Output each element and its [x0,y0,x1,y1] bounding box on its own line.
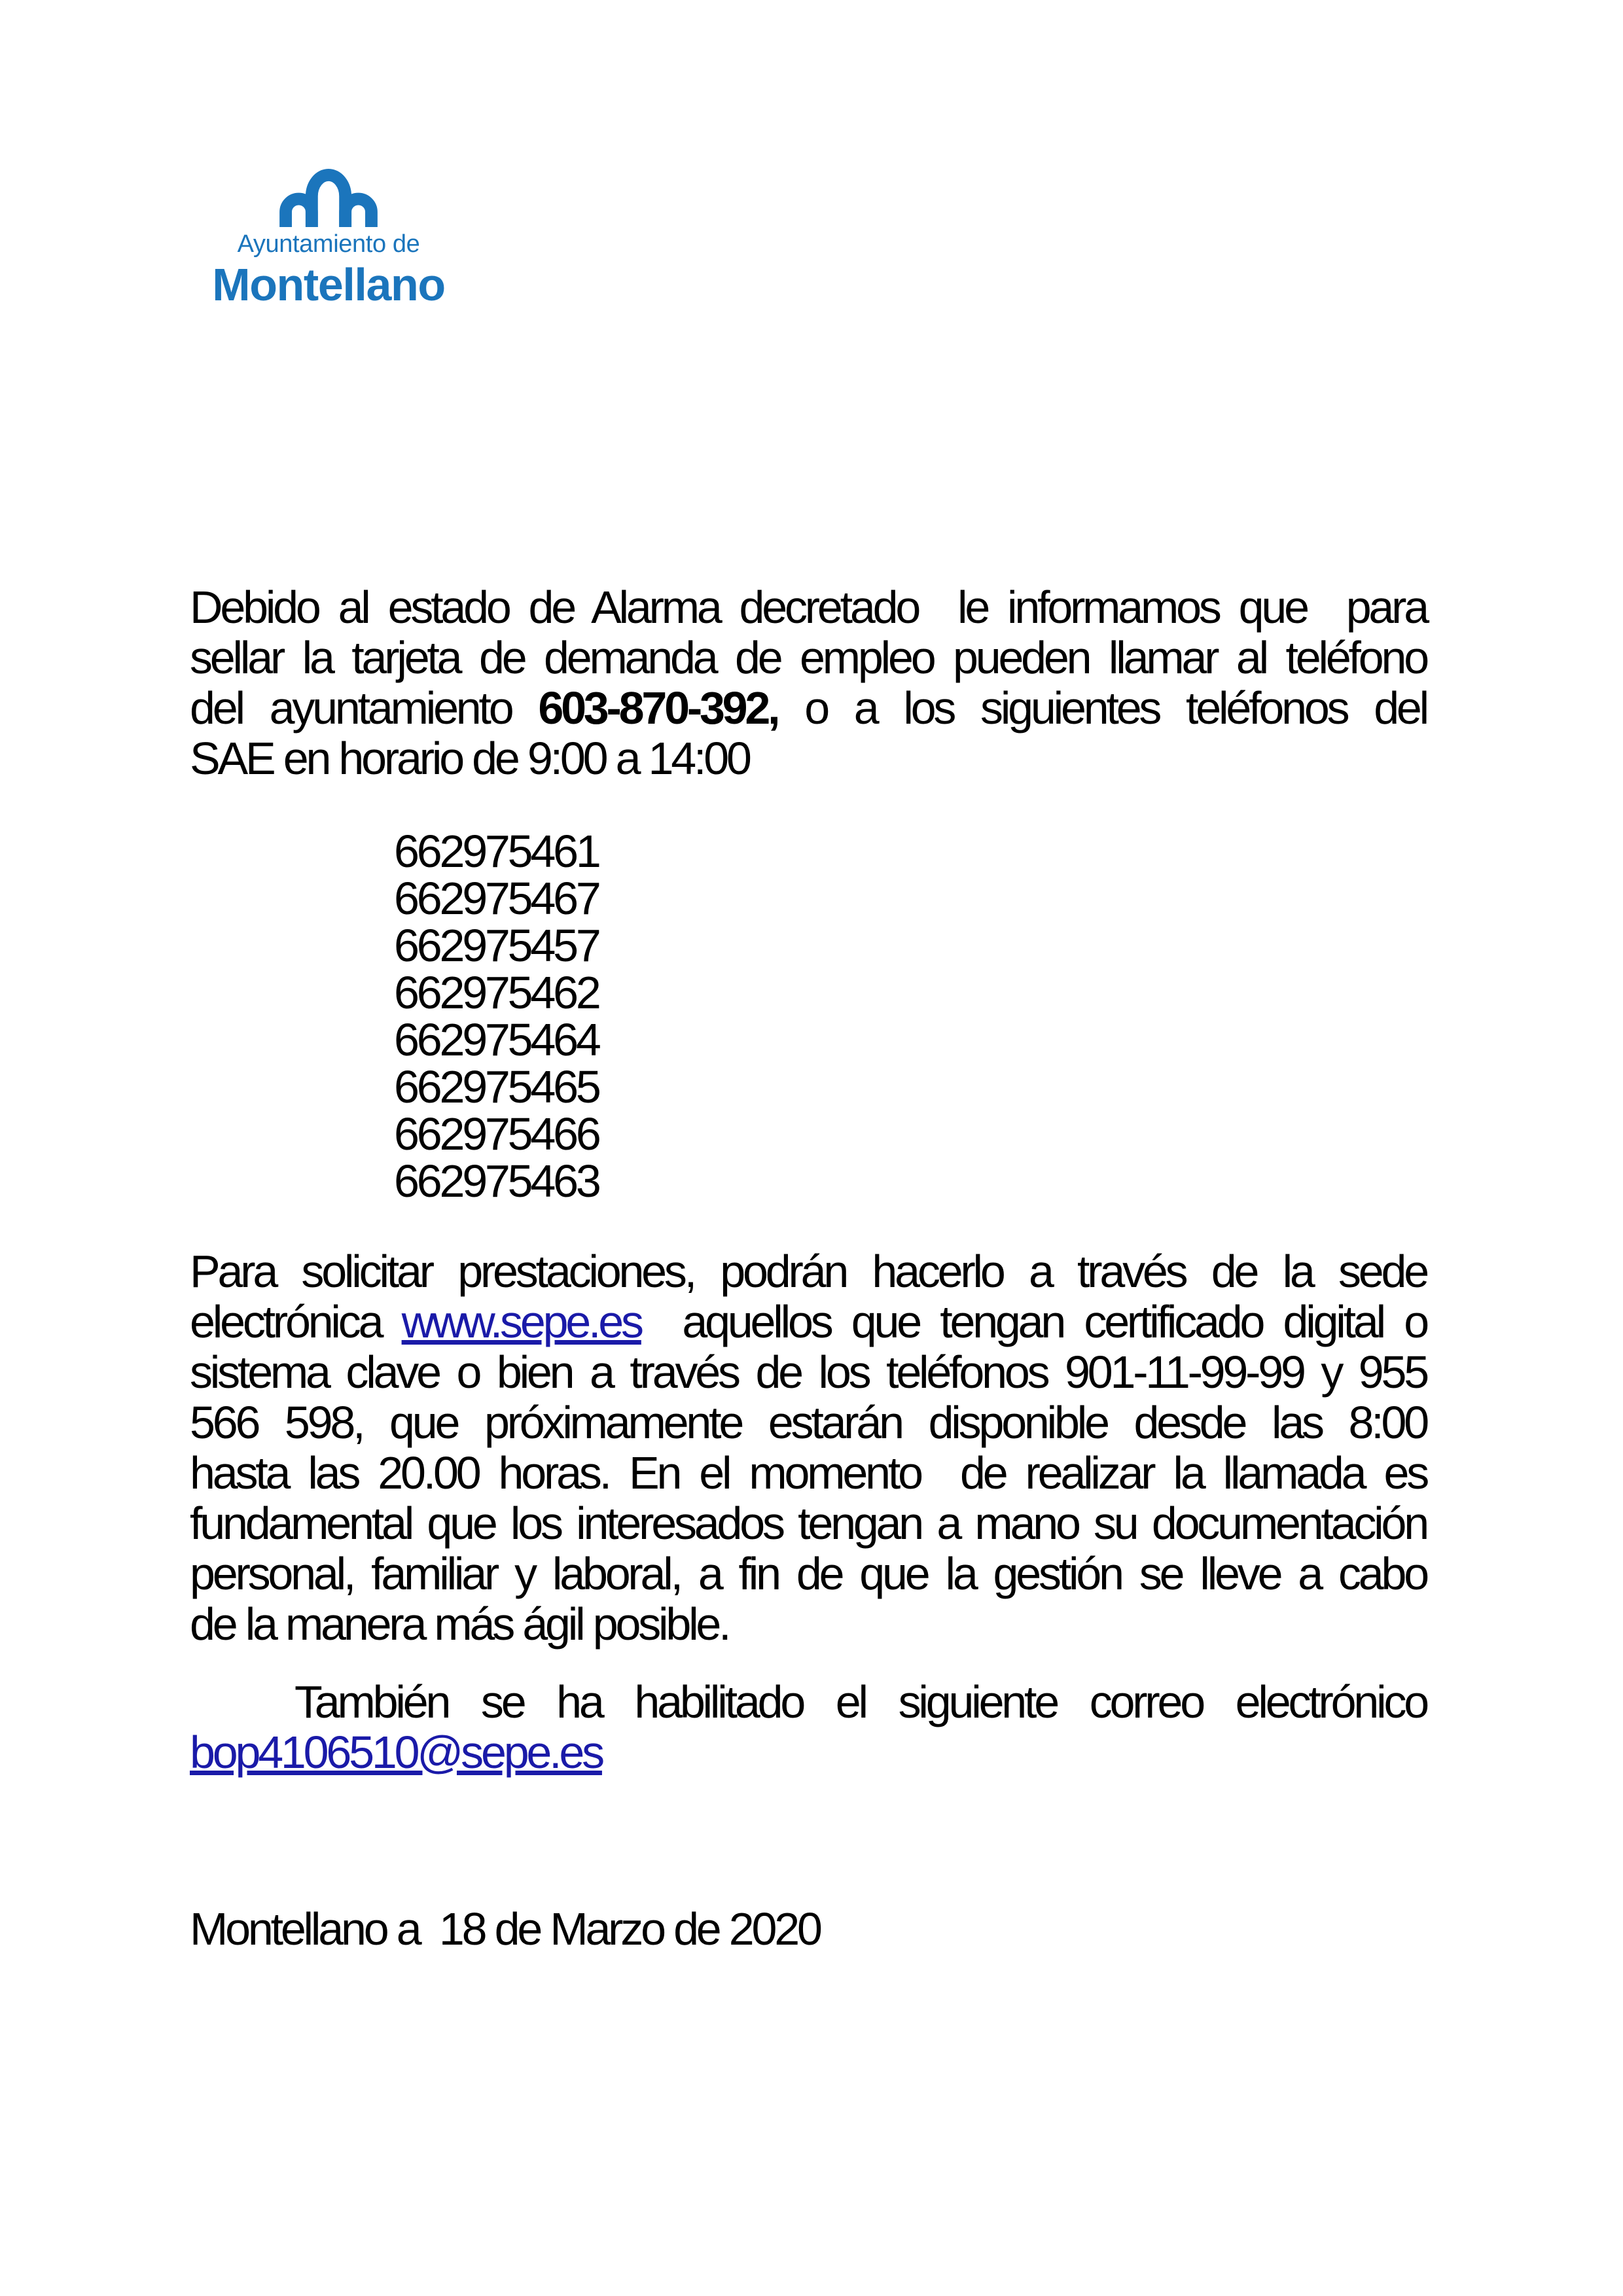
text-segment: fundamental que los interesados tengan a mano su documentación [190,1498,1427,1549]
text-line [190,733,1427,784]
phone-number: 662975457 [394,920,599,971]
email-link[interactable]: bop4106510@sepe.es [190,1727,602,1778]
paragraph-email-info [190,1677,1427,1778]
phone-number: 662975461 [394,826,599,877]
logo-org-name: Montellano [212,259,445,310]
phone-number: 662975465 [394,1061,599,1112]
document-content [0,169,1623,1954]
text-segment: o a los siguientes teléfonos del [777,682,1427,733]
text-line [190,1347,1427,1398]
sepe-website-link[interactable]: www.sepe.es [401,1296,641,1347]
arches-icon [279,169,378,227]
text-segment: hasta las 20.00 horas. En el momento de realizar la llamada es [190,1447,1427,1498]
dateline: Montellano a 18 de Marzo de 2020 [190,1903,820,1954]
text-line [190,582,1427,633]
text-line [190,1677,1427,1727]
text-segment: SAE en horario de 9:00 a 14:00 [190,733,749,784]
text-segment: personal, familiar y laboral, a fin de que la gestión se lleve a cabo [190,1548,1427,1599]
text-segment: sistema clave o bien a través de los teléfonos 901-11-99-99 y 955 [190,1347,1427,1398]
phone-number: 662975463 [394,1156,599,1207]
text-segment: del ayuntamiento [190,682,539,733]
text-segment: Debido al estado de Alarma decretado le informamos que para [190,582,1427,633]
text-line [190,1448,1427,1498]
text-line [190,1599,1427,1650]
phone-number-list [190,828,1427,1205]
text-line [190,1727,1427,1778]
text-line [190,1549,1427,1599]
paragraph-alarm-notice [190,582,1427,784]
phone-number: 662975464 [394,1014,599,1065]
text-segment: Para solicitar prestaciones, podrán hacerlo a través de la sede [190,1246,1427,1297]
town-hall-phone: 603-870-392, [538,682,778,733]
logo-org-prefix: Ayuntamiento de [237,230,420,258]
paragraph-benefits-info [190,1246,1427,1650]
text-segment: sellar la tarjeta de demanda de empleo pueden llamar al teléfono [190,632,1427,683]
text-line [190,1398,1427,1448]
text-line [190,1498,1427,1549]
text-segment: 566 598, que próximamente estarán disponible desde las 8:00 [190,1397,1427,1448]
text-line [190,683,1427,733]
phone-number: 662975466 [394,1108,599,1159]
text-segment: También se ha habilitado el siguiente correo electrónico [294,1676,1427,1727]
phone-number: 662975462 [394,967,599,1018]
text-line [190,633,1427,683]
text-segment: electrónica [190,1296,402,1347]
text-segment: de la manera más ágil posible. [190,1598,729,1650]
text-segment: aquellos que tengan certificado digital o [641,1296,1427,1347]
phone-number: 662975467 [394,873,599,924]
text-line [190,1246,1427,1297]
text-line [190,1297,1427,1347]
town-hall-logo [198,169,459,311]
